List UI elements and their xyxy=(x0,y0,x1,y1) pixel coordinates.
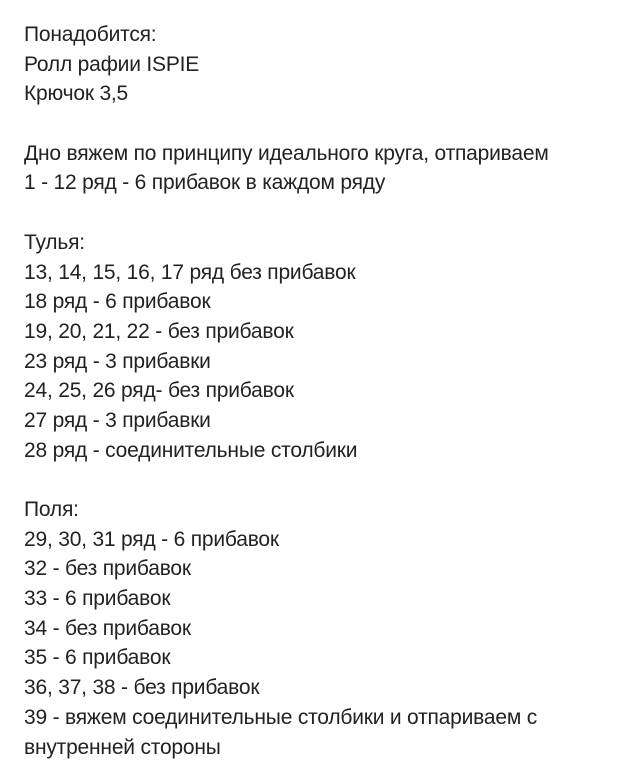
instruction-line: 33 - 6 прибавок xyxy=(24,584,634,614)
instruction-line: внутренней стороны xyxy=(24,733,634,762)
instruction-line: 36, 37, 38 - без прибавок xyxy=(24,673,634,703)
instruction-line: 27 ряд - 3 прибавки xyxy=(24,406,634,436)
material-item: Ролл рафии ISPIE xyxy=(24,50,634,80)
crown-section xyxy=(24,228,634,466)
instruction-line: 23 ряд - 3 прибавки xyxy=(24,347,634,377)
bottom-section xyxy=(24,139,634,198)
spacer xyxy=(24,109,634,139)
instruction-line: 35 - 6 прибавок xyxy=(24,643,634,673)
instruction-line: 39 - вяжем соединительные столбики и отпариваем с xyxy=(24,703,634,733)
instruction-line: 1 - 12 ряд - 6 прибавок в каждом ряду xyxy=(24,168,634,198)
materials-heading: Понадобится: xyxy=(24,20,634,50)
brim-section xyxy=(24,495,634,762)
instruction-line: 28 ряд - соединительные столбики xyxy=(24,436,634,466)
instruction-line: 32 - без прибавок xyxy=(24,554,634,584)
spacer xyxy=(24,198,634,228)
instruction-line: 13, 14, 15, 16, 17 ряд без прибавок xyxy=(24,258,634,288)
spacer xyxy=(24,465,634,495)
instruction-line: 34 - без прибавок xyxy=(24,614,634,644)
brim-heading: Поля: xyxy=(24,495,634,525)
materials-section xyxy=(24,20,634,109)
instruction-line: 18 ряд - 6 прибавок xyxy=(24,287,634,317)
crown-heading: Тулья: xyxy=(24,228,634,258)
material-item: Крючок 3,5 xyxy=(24,79,634,109)
instruction-line: Дно вяжем по принципу идеального круга, отпариваем xyxy=(24,139,634,169)
instruction-line: 19, 20, 21, 22 - без прибавок xyxy=(24,317,634,347)
instruction-line: 29, 30, 31 ряд - 6 прибавок xyxy=(24,525,634,555)
instruction-line: 24, 25, 26 ряд- без прибавок xyxy=(24,376,634,406)
